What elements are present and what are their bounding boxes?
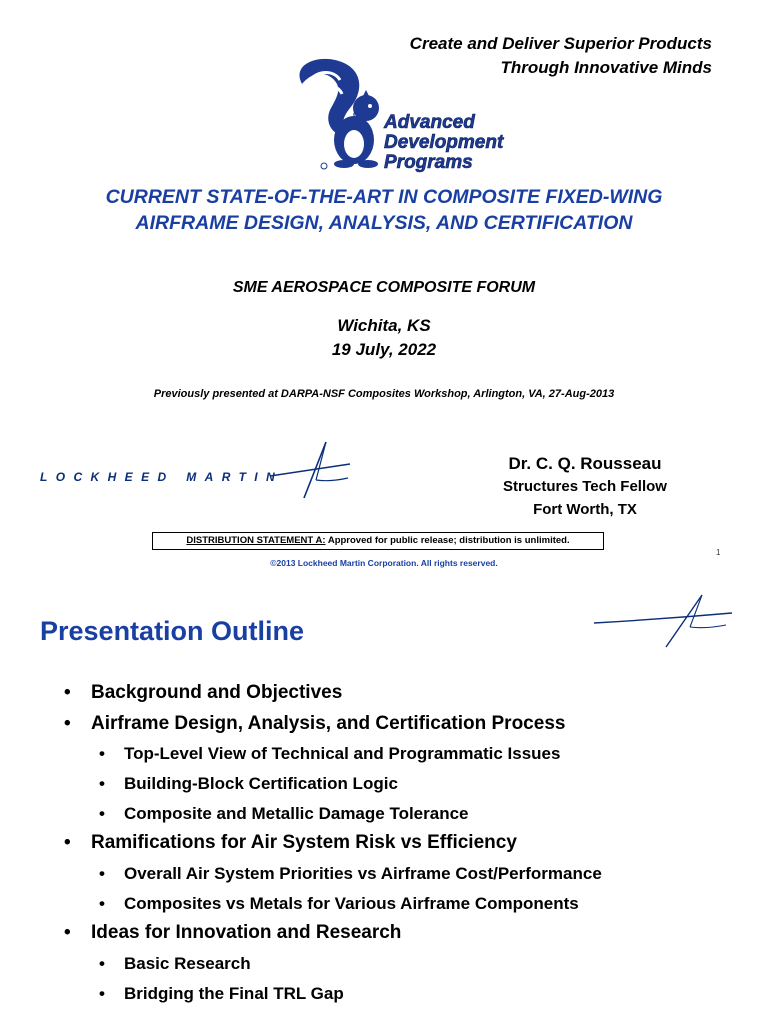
outline-item [64, 769, 602, 799]
bullet-glyph: • [99, 893, 105, 913]
author-name: Dr. C. Q. Rousseau [508, 454, 662, 473]
outline-list [64, 678, 602, 1009]
outline-item [64, 709, 602, 740]
outline-item [64, 918, 602, 949]
logo-text: Advanced [384, 112, 475, 133]
outline-item-text: Bridging the Final TRL Gap [124, 983, 344, 1003]
logo-text: Programs [384, 152, 473, 173]
tagline-line-2: Through Innovative Minds [500, 58, 712, 77]
title-line-1: CURRENT STATE-OF-THE-ART IN COMPOSITE FIXED-WING [105, 186, 663, 208]
outline-item-text: Composites vs Metals for Various Airframe Components [124, 893, 579, 913]
forum-name: SME AEROSPACE COMPOSITE FORUM [232, 279, 536, 296]
outline-item-text: Overall Air System Priorities vs Airframe Cost/Performance [124, 863, 602, 883]
bullet-glyph: • [99, 953, 105, 973]
copyright-notice: ©2013 Lockheed Martin Corporation. All rights reserved. [270, 558, 498, 568]
bullet-glyph: • [64, 682, 71, 703]
distribution-statement [152, 532, 604, 550]
outline-item-text: Ideas for Innovation and Research [91, 922, 402, 944]
tagline-line-1: Create and Deliver Superior Products [409, 34, 712, 53]
event-place-date [0, 314, 768, 362]
outline-item-text: Basic Research [124, 953, 251, 973]
bullet-glyph: • [99, 744, 105, 763]
outline-item [64, 889, 602, 919]
outline-item [64, 678, 602, 709]
distribution-label: DISTRIBUTION STATEMENT A: [186, 535, 326, 546]
bullet-glyph: • [64, 832, 71, 854]
outline-item [64, 979, 602, 1009]
event-date: 19 July, 2022 [331, 340, 437, 359]
bullet-glyph: • [99, 773, 105, 793]
bullet-glyph: • [99, 983, 105, 1003]
outline-item [64, 799, 602, 829]
company-wordmark: LOCKHEED MARTIN [40, 470, 284, 484]
bullet-glyph: • [64, 712, 71, 734]
outline-item-text: Airframe Design, Analysis, and Certification Process [91, 712, 566, 734]
svg-text:G: G [353, 112, 359, 119]
slide-title: Presentation Outline [40, 616, 305, 646]
bullet-glyph: • [64, 922, 71, 944]
lockheed-star-icon [270, 440, 352, 502]
distribution-text: Approved for public release; distribution is unlimited. [327, 535, 570, 546]
outline-item-text: Building-Block Certification Logic [124, 773, 398, 793]
outline-item [64, 828, 602, 859]
author-location: Fort Worth, TX [533, 501, 637, 518]
presentation-title [40, 184, 728, 236]
logo-text: Development [384, 132, 504, 153]
outline-item [64, 949, 602, 979]
outline-item-text: Composite and Metallic Damage Tolerance [124, 803, 469, 823]
title-line-2: AIRFRAME DESIGN, ANALYSIS, AND CERTIFICATION [135, 212, 633, 234]
outline-item-text: Top-Level View of Technical and Programmatic Issues [124, 744, 561, 763]
page-number: 1 [716, 548, 721, 557]
author-title: Structures Tech Fellow [503, 478, 667, 495]
bullet-glyph: • [99, 863, 105, 883]
event-location: Wichita, KS [337, 316, 431, 335]
bullet-glyph: • [99, 803, 105, 823]
outline-item-text: Ramifications for Air System Risk vs Efficiency [91, 832, 517, 854]
author-block [470, 453, 700, 521]
outline-slide [0, 588, 768, 1024]
previously-presented-note: Previously presented at DARPA-NSF Composites Workshop, Arlington, VA, 27-Aug-2013 [153, 388, 615, 400]
outline-item-text: Background and Objectives [91, 682, 343, 703]
outline-item [64, 739, 602, 769]
lockheed-star-icon [594, 593, 734, 651]
skunk-works-logo-icon [284, 54, 534, 176]
outline-item [64, 859, 602, 889]
